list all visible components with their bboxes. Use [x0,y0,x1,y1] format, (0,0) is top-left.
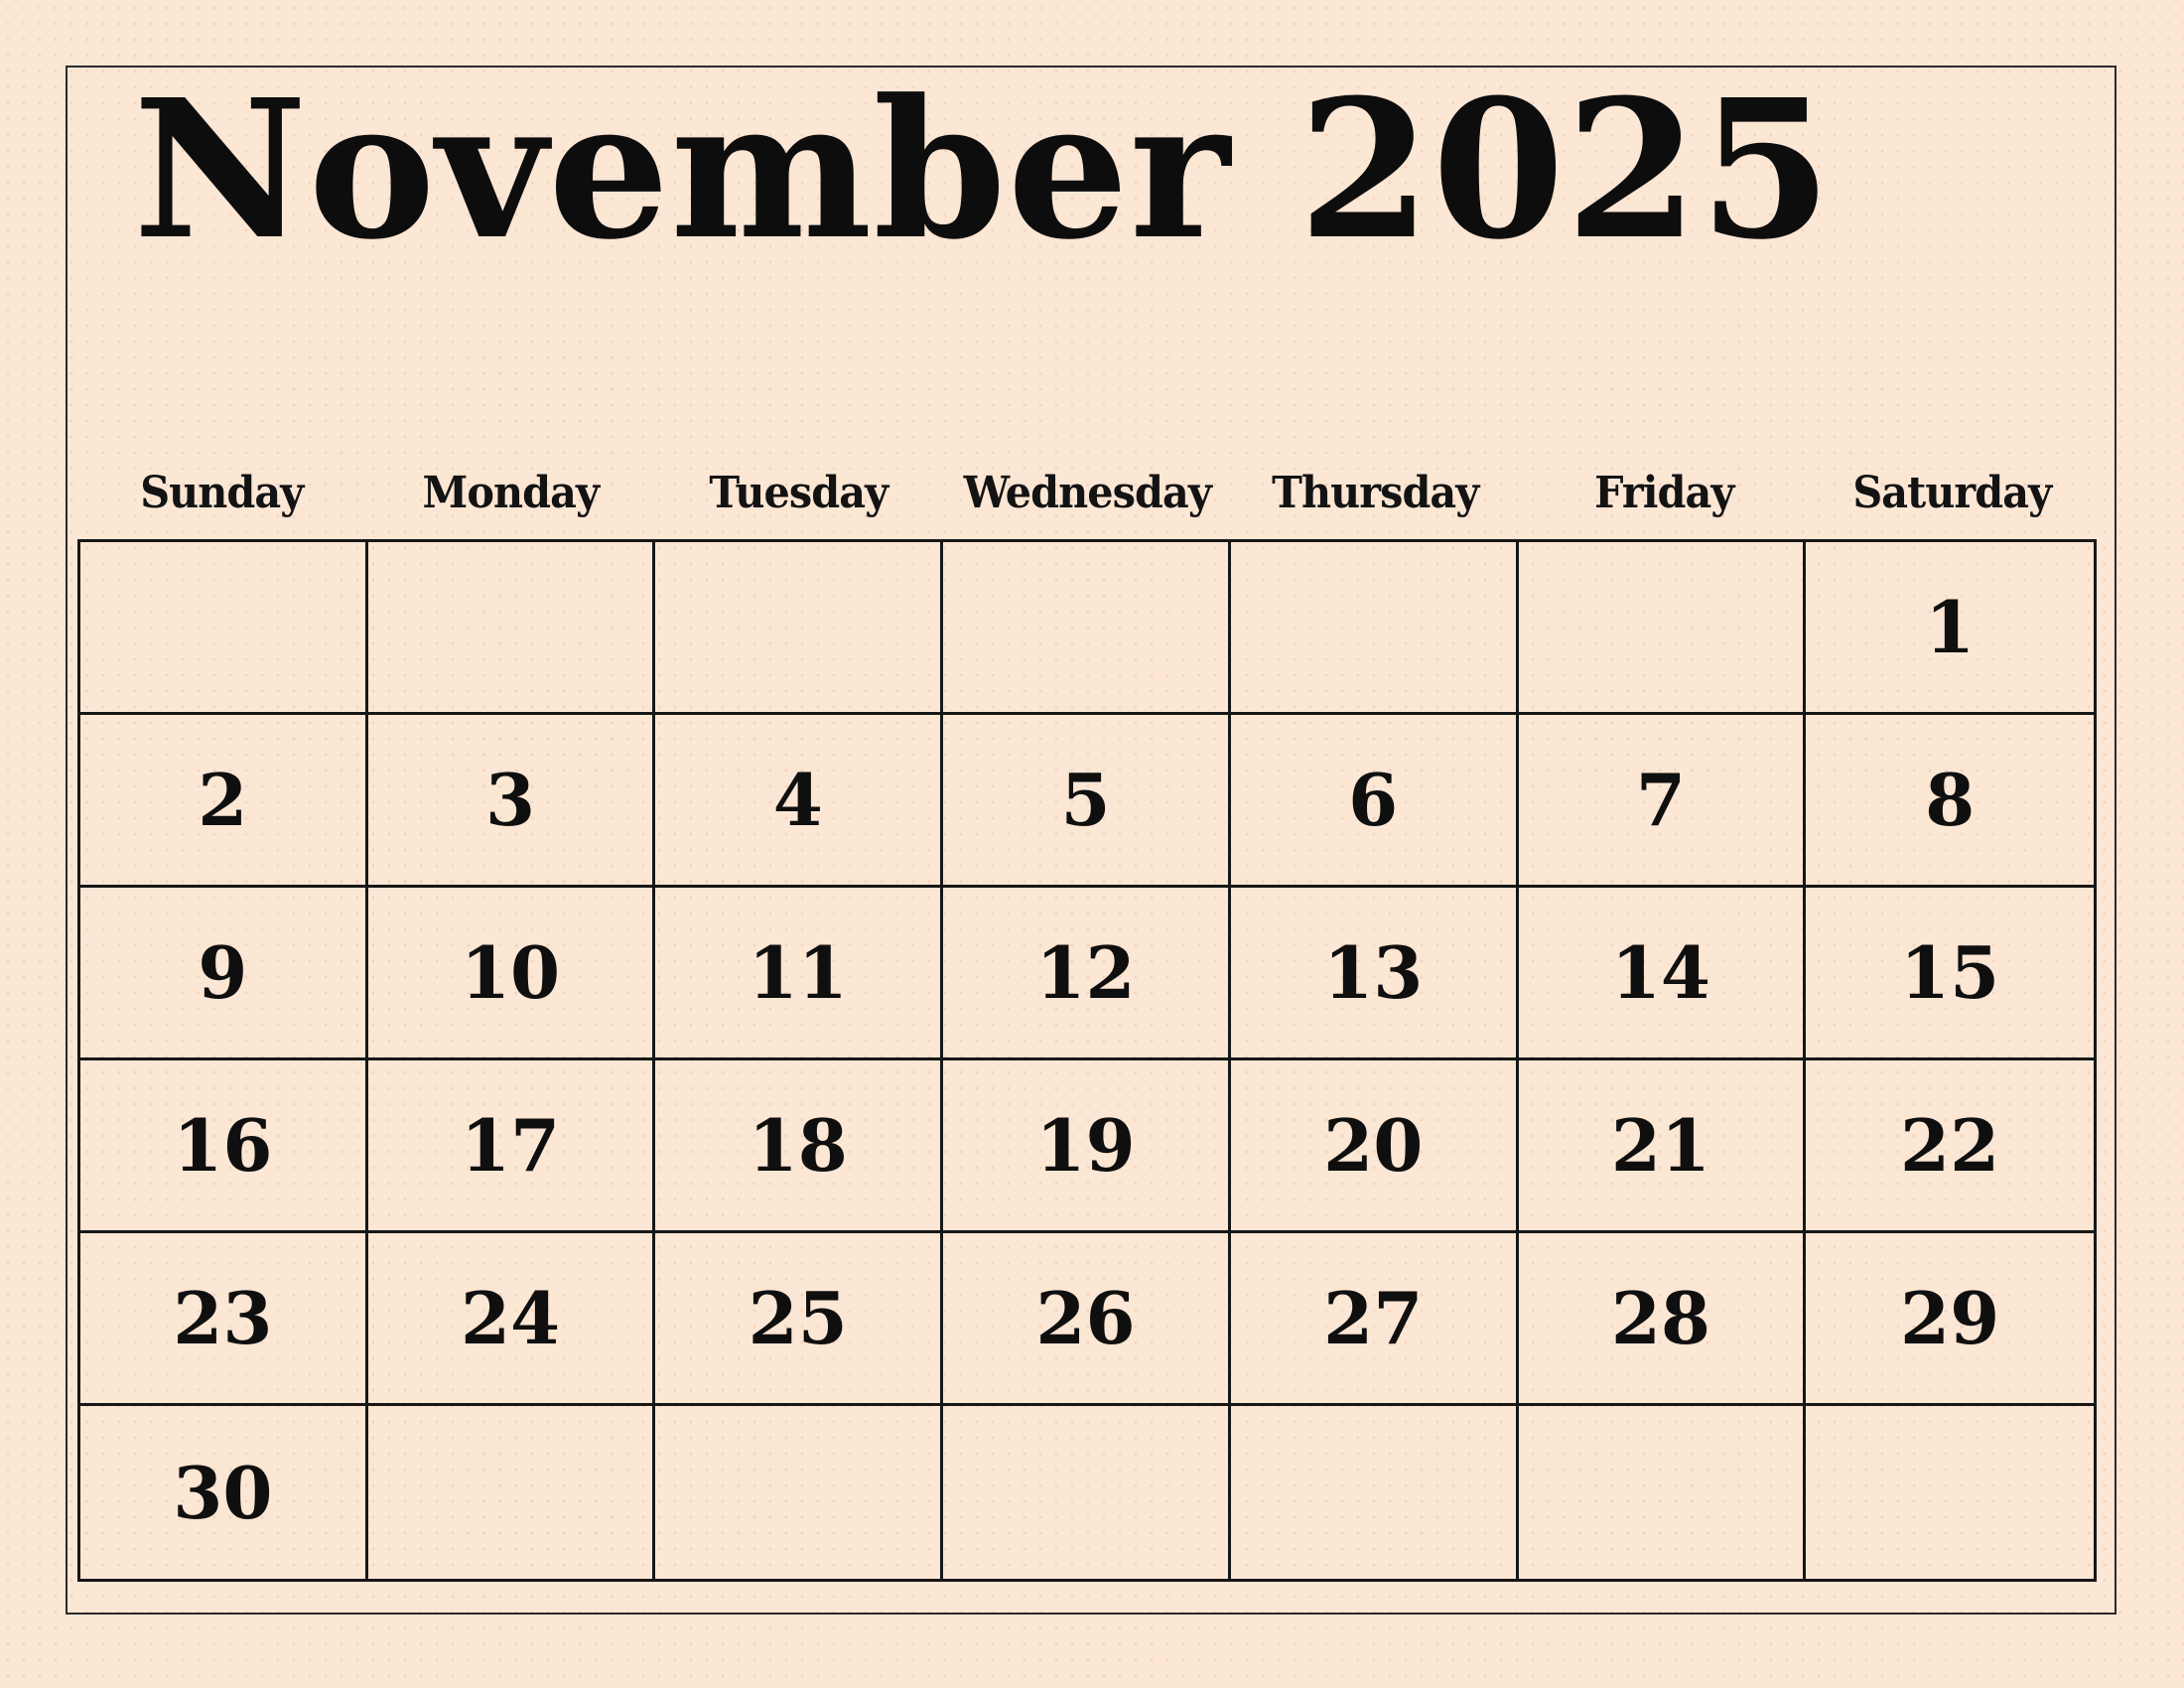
day-number: 10 [460,930,561,1015]
day-number: 15 [1900,930,2000,1015]
day-cell [368,1060,656,1233]
day-number: 26 [1035,1276,1136,1360]
day-cell [655,715,943,888]
day-cell [943,1060,1231,1233]
day-cell [368,888,656,1060]
day-cell [1806,1233,2094,1406]
day-cell [655,888,943,1060]
day-cell [655,1060,943,1233]
day-number: 4 [772,758,823,842]
day-cell [80,1406,368,1579]
day-cell [1519,1060,1807,1233]
day-cell [943,1406,1231,1579]
day-cell [655,1406,943,1579]
day-cell [80,1233,368,1406]
day-number: 7 [1635,758,1686,842]
day-number: 14 [1610,930,1711,1015]
day-cell [1519,542,1807,715]
day-number: 30 [173,1450,273,1535]
day-number: 16 [173,1103,273,1188]
day-cell [1231,888,1519,1060]
day-cell [1806,715,2094,888]
day-number: 28 [1610,1276,1711,1360]
day-number: 24 [460,1276,561,1360]
weekday-label-tuesday: Tuesday [709,468,888,518]
day-number: 9 [198,930,248,1015]
day-number: 29 [1900,1276,2000,1360]
day-number: 5 [1060,758,1111,842]
page-title: November 2025 [133,59,1834,282]
day-number: 23 [173,1276,273,1360]
day-cell [368,1233,656,1406]
day-cell [80,888,368,1060]
weekday-header-row [77,459,2097,522]
day-number: 22 [1900,1103,2000,1188]
day-cell [1231,1233,1519,1406]
day-cell [943,1233,1231,1406]
day-number: 21 [1610,1103,1711,1188]
day-cell [1806,888,2094,1060]
day-number: 27 [1323,1276,1424,1360]
day-cell [80,542,368,715]
day-cell [1519,715,1807,888]
day-number: 11 [748,930,848,1015]
weekday-label-thursday: Thursday [1272,468,1479,518]
day-cell [943,715,1231,888]
weekday-label-monday: Monday [422,468,599,518]
day-number: 13 [1323,930,1424,1015]
day-cell [1231,1406,1519,1579]
day-number: 17 [460,1103,561,1188]
day-number: 2 [198,758,248,842]
day-cell [368,542,656,715]
day-cell [368,715,656,888]
day-number: 8 [1925,758,1976,842]
weekday-label-friday: Friday [1594,468,1734,518]
day-cell [1806,1406,2094,1579]
day-cell [80,715,368,888]
weekday-label-sunday: Sunday [140,468,304,518]
day-cell [1806,542,2094,715]
day-cell [943,888,1231,1060]
day-cell [1519,1406,1807,1579]
day-cell [1519,888,1807,1060]
day-cell [1806,1060,2094,1233]
day-cell [655,1233,943,1406]
day-number: 1 [1925,585,1976,669]
day-number: 6 [1348,758,1399,842]
day-number: 25 [748,1276,848,1360]
weekday-label-saturday: Saturday [1852,468,2052,518]
calendar-grid [77,539,2097,1582]
day-cell [655,542,943,715]
day-number: 19 [1035,1103,1136,1188]
day-cell [80,1060,368,1233]
day-number: 3 [485,758,536,842]
day-number: 12 [1035,930,1136,1015]
day-cell [1231,1060,1519,1233]
day-cell [943,542,1231,715]
day-cell [1231,542,1519,715]
day-number: 18 [748,1103,848,1188]
day-cell [1519,1233,1807,1406]
weekday-label-wednesday: Wednesday [963,468,1211,518]
day-cell [368,1406,656,1579]
day-cell [1231,715,1519,888]
day-number: 20 [1323,1103,1424,1188]
